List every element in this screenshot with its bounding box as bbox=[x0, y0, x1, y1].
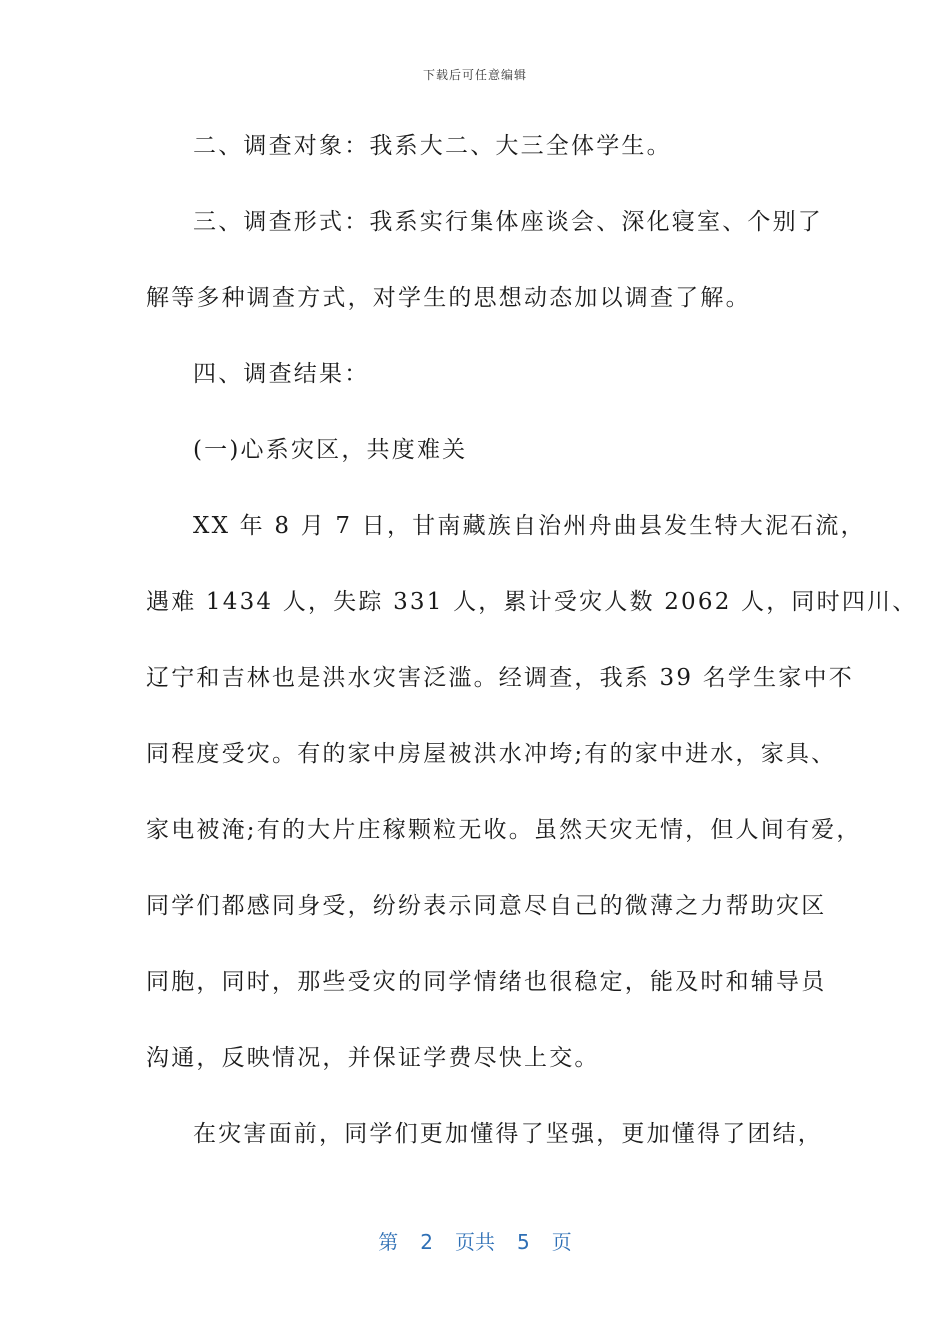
paragraph-line: (一)心系灾区，共度难关 bbox=[193, 437, 468, 463]
footer-suffix: 页 bbox=[551, 1230, 572, 1254]
footer-total-pages: 5 bbox=[517, 1230, 530, 1254]
footer-prefix: 第 bbox=[378, 1230, 399, 1254]
footer-middle: 页共 bbox=[455, 1230, 495, 1254]
paragraph-line: 二、调查对象：我系大二、大三全体学生。 bbox=[193, 133, 672, 159]
paragraph-line: 遇难 1434 人，失踪 331 人，累计受灾人数 2062 人，同时四川、 bbox=[146, 589, 918, 615]
paragraph-line: 在灾害面前，同学们更加懂得了坚强，更加懂得了团结， bbox=[193, 1121, 823, 1147]
paragraph-line: 辽宁和吉林也是洪水灾害泛滥。经调查，我系 39 名学生家中不 bbox=[146, 665, 854, 691]
paragraph-line: 同胞，同时，那些受灾的同学情绪也很稳定，能及时和辅导员 bbox=[146, 969, 827, 995]
paragraph-line: 家电被淹;有的大片庄稼颗粒无收。虽然天灾无情，但人间有爱， bbox=[146, 817, 862, 843]
document-body bbox=[146, 126, 918, 1190]
header-note: 下载后可任意编辑 bbox=[422, 68, 527, 82]
footer-current-page: 2 bbox=[420, 1230, 433, 1254]
paragraph-line: 解等多种调查方式，对学生的思想动态加以调查了解。 bbox=[146, 285, 751, 311]
paragraph-line: 四、调查结果： bbox=[193, 361, 370, 387]
paragraph-line: 沟通，反映情况，并保证学费尽快上交。 bbox=[146, 1045, 600, 1071]
paragraph-line: XX 年 8 月 7 日，甘南藏族自治州舟曲县发生特大泥石流， bbox=[193, 513, 866, 539]
paragraph-line: 三、调查形式：我系实行集体座谈会、深化寝室、个别了 bbox=[193, 209, 823, 235]
page-number-footer bbox=[0, 1226, 950, 1255]
paragraph-line: 同程度受灾。有的家中房屋被洪水冲垮;有的家中进水，家具、 bbox=[146, 741, 837, 767]
paragraph-line: 同学们都感同身受，纷纷表示同意尽自己的微薄之力帮助灾区 bbox=[146, 893, 827, 919]
